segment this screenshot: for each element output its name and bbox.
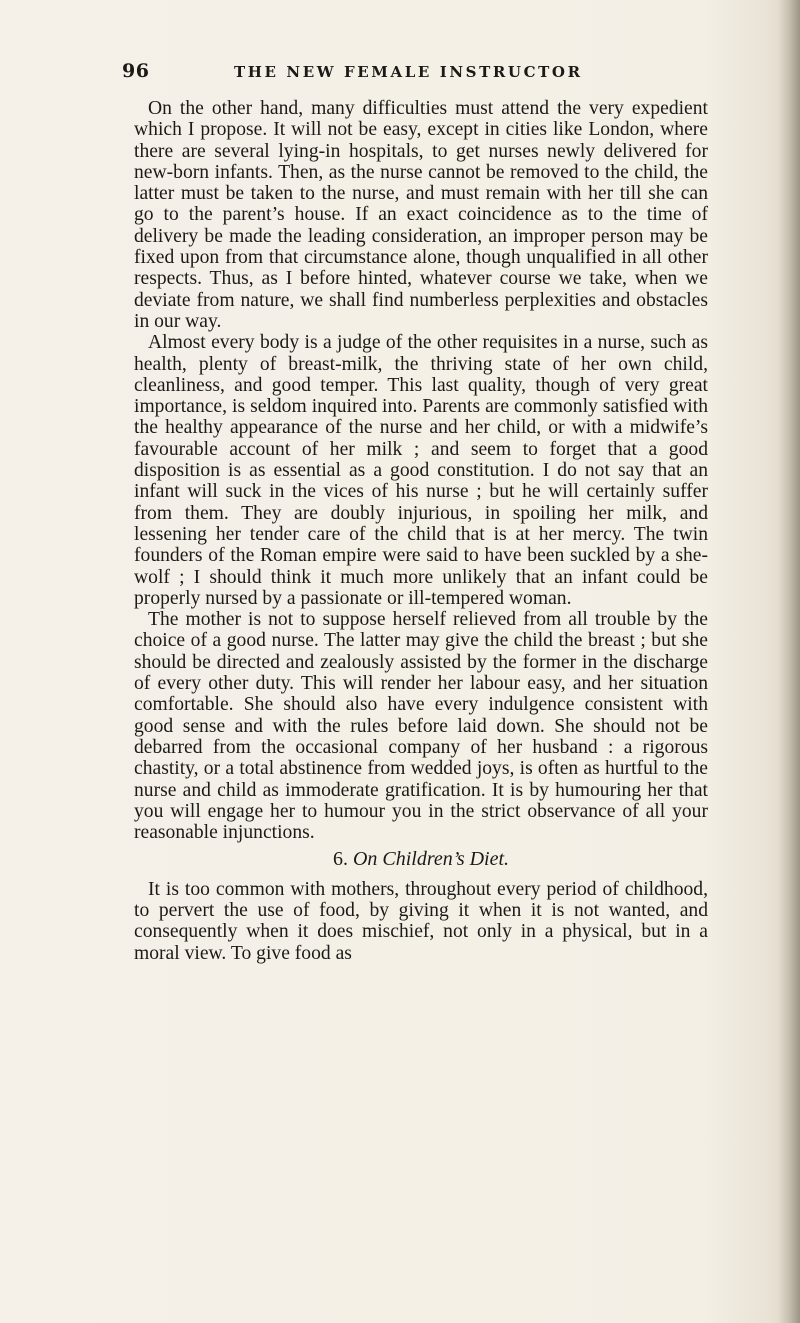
paragraph-nurse-requisites: Almost every body is a judge of the other requisites in a nurse, such as health, plenty of breast-milk, the thriving state of her own child, cleanliness, and good temper. This last quality, though of very great importance, is seldom inquired into. Parents are commonly satisfied with the healthy appearance of the nurse and her child, or with a midwife’s favourable account of her milk ; and seem to forget that a good disposition is as essential as a good constitution. I do not say that an infant will suck in the vices of his nurse ; but he will certainly suffer from them. They are doubly injurious, in spoiling her milk, and lessening her tender care of the child that is at her mercy. The twin founders of the Roman empire were said to have been suckled by a she-wolf ; I should think it much more unlikely that an infant could be properly nursed by a passionate or ill-tempered woman. xyxy=(134,332,708,609)
running-head: THE NEW FEMALE INSTRUCTOR xyxy=(234,63,583,81)
paragraph-nurse-expedient: On the other hand, many difficulties must attend the very expedient which I propose. It will not be easy, except in cities like London, where there are several lying-in hospitals, to get nurses newly delivered for new-born infants. Then, as the nurse cannot be removed to the child, the latter must be taken to the nurse, and must remain with her till she can go to the parent’s house. If an exact coincidence as to the time of delivery be made the leading consideration, an improper person may be fixed upon from that circumstance alone, though unqualified in all other respects. Thus, as I before hinted, whatever course we take, when we deviate from nature, we shall find numberless perplexities and obstacles in our way. xyxy=(134,98,708,332)
page-header xyxy=(122,60,692,92)
page-body xyxy=(134,98,708,964)
paragraph-mother-duties: The mother is not to suppose herself relieved from all trouble by the choice of a good nurse. The latter may give the child the breast ; but she should be directed and zealously assisted by the former in the discharge of every other duty. This will render her labour easy, and her situation comfortable. She should also have every indulgence consistent with good sense and with the rules before laid down. She should not be debarred from the occasional company of her husband : a rigorous chastity, or a total abstinence from wedded joys, is often as hurtful to the nurse and child as immoderate gratification. It is by humouring her that you will engage her to humour you in the strict observance of all your reasonable injunctions. xyxy=(134,609,708,844)
section-heading xyxy=(134,849,708,870)
section-number: 6. xyxy=(332,848,348,871)
page-number: 96 xyxy=(122,60,150,82)
section-title: On Children’s Diet. xyxy=(352,848,510,871)
paragraph-childrens-diet: It is too common with mothers, throughout every period of childhood, to pervert the use of food, by giving it when it is not wanted, and consequently when it does mischief, not only in a physical, but in a moral view. To give food as xyxy=(134,878,708,964)
page-edge-shadow xyxy=(778,0,800,1323)
